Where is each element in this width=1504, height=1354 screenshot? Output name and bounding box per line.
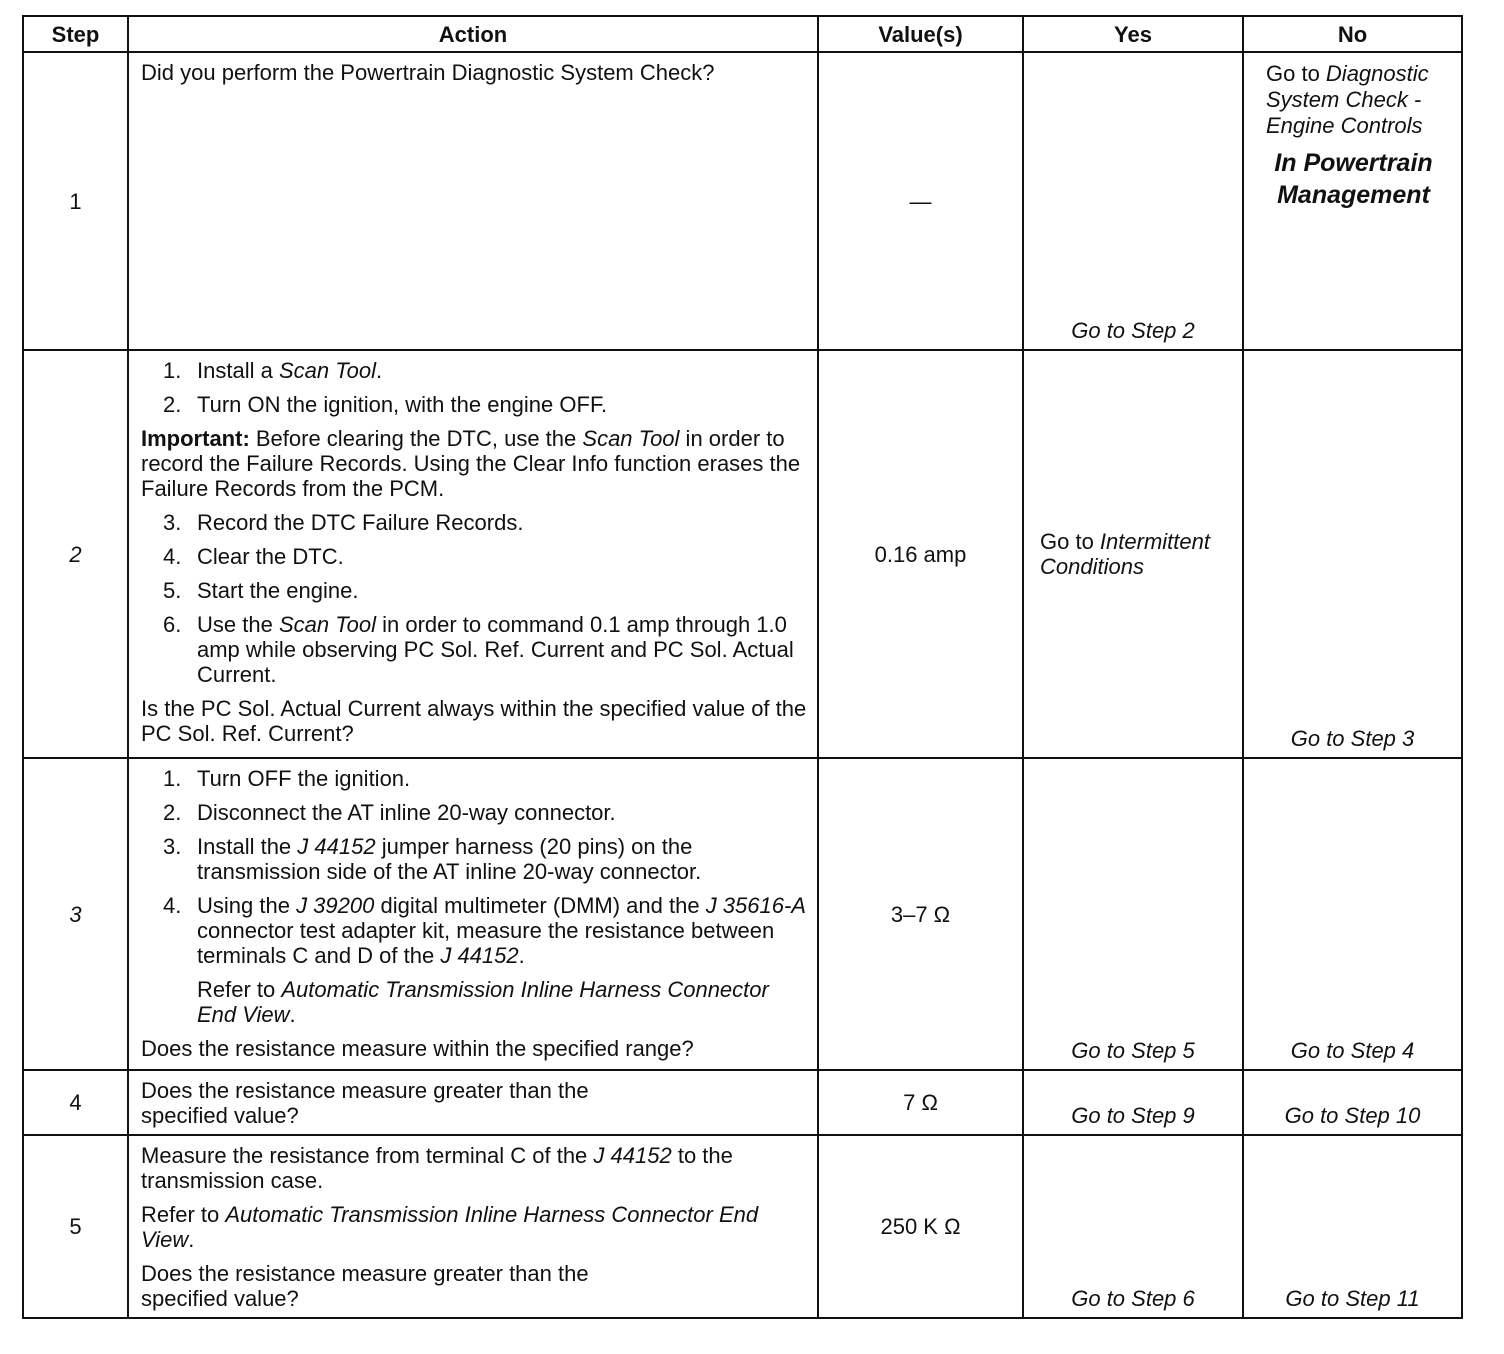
table-row-step-3 <box>23 758 1462 1070</box>
substep-text: Disconnect the AT inline 20-way connector. <box>197 800 616 825</box>
no-goto-link[interactable]: Go to Step 3 <box>1290 726 1415 751</box>
action-question: Does the resistance measure within the specified range? <box>141 1036 694 1061</box>
important-label: Important: <box>141 426 250 451</box>
step-number: 3 <box>23 758 128 1070</box>
substep-number: 4. <box>163 544 182 569</box>
substep-text: Record the DTC Failure Records. <box>197 510 524 535</box>
action-substep <box>141 766 807 791</box>
yes-cell <box>1023 1135 1243 1318</box>
action-substep <box>141 834 807 884</box>
table-row-step-1 <box>23 52 1462 350</box>
yes-cell <box>1023 1070 1243 1135</box>
action-substep <box>141 510 807 535</box>
action-question: Does the resistance measure greater than the specified value? <box>141 1078 589 1128</box>
yes-cell <box>1023 52 1243 350</box>
header-row <box>23 16 1462 52</box>
step-number: 2 <box>23 350 128 758</box>
header-yes: Yes <box>1023 16 1243 52</box>
substep-text: Turn OFF the ignition. <box>197 766 411 791</box>
yes-goto-target[interactable]: Intermittent Conditions <box>1040 529 1210 579</box>
action-substep <box>141 544 807 569</box>
action-cell <box>128 350 818 758</box>
step-number: 1 <box>23 52 128 350</box>
substep-text: Install the J 44152 jumper harness (20 pins) on the transmission side of the AT inline 20-way connector. <box>197 834 702 884</box>
yes-goto-link[interactable]: Go to Step 6 <box>1071 1286 1195 1311</box>
step-number: 4 <box>23 1070 128 1135</box>
action-question: Did you perform the Powertrain Diagnostic System Check? <box>141 60 715 85</box>
action-cell <box>128 758 818 1070</box>
value-cell: — <box>818 52 1023 350</box>
yes-goto-link[interactable]: Go to Step 2 <box>1071 318 1195 343</box>
step-number: 5 <box>23 1135 128 1318</box>
header-no: No <box>1243 16 1462 52</box>
reference-link[interactable]: Automatic Transmission Inline Harness Connector End View <box>197 977 769 1027</box>
action-substep <box>141 893 807 968</box>
action-cell <box>128 1070 818 1135</box>
substep-number: 3. <box>163 510 182 535</box>
substep-text: Use the Scan Tool in order to command 0.1 amp through 1.0 amp while observing PC Sol. Ref. Current and PC Sol. Actual Current. <box>197 612 794 687</box>
table-row-step-2 <box>23 350 1462 758</box>
substep-text: Using the J 39200 digital multimeter (DMM) and the J 35616-A connector test adapter kit, measure the resistance between terminals C and D of the J 44152. <box>197 893 806 968</box>
no-goto-link[interactable]: Go to Step 10 <box>1284 1103 1421 1128</box>
substep-number: 2. <box>163 800 182 825</box>
yes-goto-prefix: Go to <box>1040 529 1100 554</box>
substep-number: 3. <box>163 834 182 859</box>
action-substep <box>141 358 807 383</box>
yes-goto-link[interactable]: Go to Step 5 <box>1071 1038 1195 1063</box>
substep-number: 5. <box>163 578 182 603</box>
no-goto-link[interactable] <box>1266 61 1455 139</box>
no-cell <box>1243 350 1462 758</box>
substep-number: 2. <box>163 392 182 417</box>
important-note: Important: Before clearing the DTC, use the Scan Tool in order to record the Failure Records. Using the Clear Info function erases the Failure Records from the PCM. <box>141 426 801 501</box>
yes-goto-link[interactable] <box>1024 529 1242 579</box>
reference-link[interactable]: Automatic Transmission Inline Harness Connector End View <box>141 1202 759 1252</box>
action-question: Does the resistance measure greater than the specified value? <box>141 1261 589 1311</box>
no-cell <box>1243 1070 1462 1135</box>
value-cell: 0.16 amp <box>818 350 1023 758</box>
action-substep <box>141 392 807 417</box>
substep-number: 4. <box>163 893 182 918</box>
no-goto-link[interactable]: Go to Step 4 <box>1290 1038 1415 1063</box>
action-cell <box>128 1135 818 1318</box>
action-substep <box>141 578 807 603</box>
substep-number: 1. <box>163 358 182 383</box>
no-cell <box>1243 52 1462 350</box>
no-goto-prefix: Go to <box>1266 61 1326 86</box>
value-cell: 250 K Ω <box>818 1135 1023 1318</box>
substep-number: 1. <box>163 766 182 791</box>
reference-note: Refer to Automatic Transmission Inline Harness Connector End View. <box>197 977 769 1027</box>
substep-number: 6. <box>163 612 182 637</box>
substep-text: Clear the DTC. <box>197 544 344 569</box>
action-substep <box>141 612 807 687</box>
diagnostic-table <box>22 15 1463 1319</box>
table-row-step-4 <box>23 1070 1462 1135</box>
value-cell: 7 Ω <box>818 1070 1023 1135</box>
header-action: Action <box>128 16 818 52</box>
value-cell: 3–7 Ω <box>818 758 1023 1070</box>
substep-text: Start the engine. <box>197 578 359 603</box>
yes-cell <box>1023 350 1243 758</box>
substep-text: Turn ON the ignition, with the engine OFF. <box>197 392 608 417</box>
no-goto-target[interactable]: Diagnostic System Check - Engine Controls <box>1266 61 1429 138</box>
action-question: Is the PC Sol. Actual Current always within the specified value of the PC Sol. Ref. Current? <box>141 696 807 746</box>
header-step: Step <box>23 16 128 52</box>
no-goto-manual: In Powertrain Management <box>1274 149 1433 209</box>
substep-text: Install a Scan Tool. <box>197 358 383 383</box>
no-cell <box>1243 758 1462 1070</box>
no-goto-link[interactable]: Go to Step 11 <box>1285 1286 1420 1311</box>
table-row-step-5 <box>23 1135 1462 1318</box>
action-instruction: Measure the resistance from terminal C of the J 44152 to the transmission case. <box>141 1143 733 1193</box>
header-values: Value(s) <box>818 16 1023 52</box>
yes-goto-link[interactable]: Go to Step 9 <box>1071 1103 1195 1128</box>
no-cell <box>1243 1135 1462 1318</box>
reference-note: Refer to Automatic Transmission Inline Harness Connector End View. <box>141 1202 759 1252</box>
action-substep <box>141 800 807 825</box>
yes-cell <box>1023 758 1243 1070</box>
action-cell <box>128 52 818 350</box>
